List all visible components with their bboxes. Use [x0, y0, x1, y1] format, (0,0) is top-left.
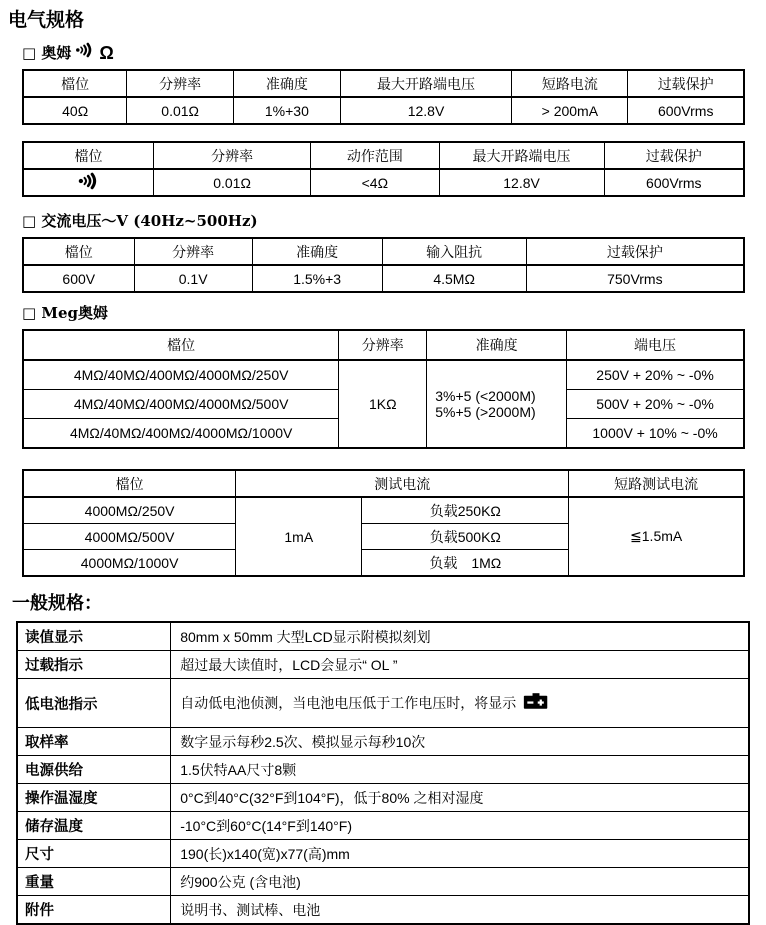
column-header: 准确度 — [234, 70, 341, 97]
sound-waves-icon — [75, 42, 95, 63]
page-title: 电气规格 — [8, 9, 85, 31]
table-cell: <4Ω — [311, 169, 439, 196]
table-cell: 1mA — [236, 497, 362, 576]
table-cell: 4MΩ/40MΩ/400MΩ/4000MΩ/500V — [23, 390, 339, 419]
column-header: 分辨率 — [339, 330, 427, 360]
section-heading-meg — [22, 303, 766, 323]
spec-label: 过载指示 — [17, 651, 171, 679]
column-header: 分辨率 — [127, 70, 234, 97]
table-cell: 600Vrms — [604, 169, 744, 196]
omega-label: Ω — [99, 42, 114, 63]
table-cell: 4000MΩ/500V — [23, 524, 236, 550]
table-cell: 40Ω — [23, 97, 127, 124]
acv-table — [22, 237, 745, 293]
table-cell: 600Vrms — [628, 97, 744, 124]
column-header: 过载保护 — [526, 238, 744, 265]
table-cell: 负载250KΩ — [362, 497, 569, 524]
table-row — [17, 728, 749, 756]
section-heading-general: 一般规格： — [12, 593, 102, 614]
column-header: 檔位 — [23, 70, 127, 97]
table-row — [17, 784, 749, 812]
section-heading-ohm-label: □ 奥姆 — [22, 43, 72, 62]
range-icon-cell — [23, 169, 154, 196]
general-table — [16, 621, 750, 925]
column-header: 檔位 — [23, 330, 339, 360]
table-cell: 1KΩ — [339, 360, 427, 448]
table-header-row — [23, 470, 744, 497]
spec-value: 说明书、测试棒、电池 — [171, 896, 749, 925]
table-cell: 0.01Ω — [127, 97, 234, 124]
table-header-row — [23, 238, 744, 265]
spec-value: 超过最大读值时，LCD会显示“ OL ” — [171, 651, 749, 679]
table-cell: 750Vrms — [526, 265, 744, 292]
table-cell: 0.1V — [134, 265, 252, 292]
table-cell: 12.8V — [439, 169, 604, 196]
table-header-row — [23, 142, 744, 169]
column-header: 分辨率 — [134, 238, 252, 265]
spec-value: 190(长)x140(宽)x77(高)mm — [171, 840, 749, 868]
table-cell: 12.8V — [340, 97, 512, 124]
spec-label: 操作温湿度 — [17, 784, 171, 812]
table-row — [23, 265, 744, 292]
section-heading-meg-label: □ Meg奥姆 — [22, 304, 109, 322]
low-battery-icon — [523, 692, 549, 713]
table-cell: 0.01Ω — [154, 169, 311, 196]
column-header: 分辨率 — [154, 142, 311, 169]
section-heading-ohm — [22, 42, 766, 63]
table-cell: ≦1.5mA — [569, 497, 744, 576]
spec-value: 1.5伏特AA尺寸8颗 — [171, 756, 749, 784]
continuity-table — [22, 141, 745, 197]
accuracy-line: 5%+5 (>2000M) — [435, 404, 536, 420]
column-header: 输入阻抗 — [382, 238, 526, 265]
table-row — [17, 812, 749, 840]
table-cell: 4MΩ/40MΩ/400MΩ/4000MΩ/1000V — [23, 419, 339, 449]
column-header: 过载保护 — [628, 70, 744, 97]
accuracy-cell — [427, 360, 567, 448]
spec-label: 储存温度 — [17, 812, 171, 840]
table-cell: 1.5%+3 — [252, 265, 382, 292]
spec-value — [171, 679, 749, 728]
table-row — [23, 497, 744, 524]
table-row — [17, 651, 749, 679]
ohm-table — [22, 69, 745, 125]
column-header: 测试电流 — [236, 470, 569, 497]
table-cell: 负载 1MΩ — [362, 550, 569, 577]
table-row — [23, 169, 744, 196]
table-cell: 4MΩ/40MΩ/400MΩ/4000MΩ/250V — [23, 360, 339, 390]
spec-value: 约900公克 (含电池) — [171, 868, 749, 896]
column-header: 短路电流 — [512, 70, 628, 97]
column-header: 准确度 — [427, 330, 567, 360]
spec-label: 取样率 — [17, 728, 171, 756]
table-cell: > 200mA — [512, 97, 628, 124]
table-cell: 负载500KΩ — [362, 524, 569, 550]
table-cell: 500V + 20% ~ -0% — [567, 390, 744, 419]
spec-value: 0°C到40°C(32°F到104°F)，低于80% 之相对湿度 — [171, 784, 749, 812]
spec-label: 低电池指示 — [17, 679, 171, 728]
test-current-table — [22, 469, 745, 577]
sound-waves-icon — [77, 172, 101, 193]
meg-table — [22, 329, 745, 449]
table-row — [23, 97, 744, 124]
spec-value: -10°C到60°C(14°F到140°F) — [171, 812, 749, 840]
column-header: 准确度 — [252, 238, 382, 265]
section-heading-acv-label: □ 交流电压～V (40Hz~500Hz) — [22, 212, 258, 230]
table-cell: 1000V + 10% ~ -0% — [567, 419, 744, 449]
spec-label: 尺寸 — [17, 840, 171, 868]
table-row — [17, 840, 749, 868]
spec-label: 电源供给 — [17, 756, 171, 784]
column-header: 最大开路端电压 — [340, 70, 512, 97]
table-row — [17, 679, 749, 728]
spec-value: 数字显示每秒2.5次、模拟显示每秒10次 — [171, 728, 749, 756]
table-cell: 1%+30 — [234, 97, 341, 124]
column-header: 过载保护 — [604, 142, 744, 169]
column-header: 最大开路端电压 — [439, 142, 604, 169]
column-header: 短路测试电流 — [569, 470, 744, 497]
table-row — [23, 360, 744, 390]
table-header-row — [23, 330, 744, 360]
spec-value: 80mm x 50mm 大型LCD显示附模拟刻划 — [171, 622, 749, 651]
spec-label: 读值显示 — [17, 622, 171, 651]
column-header: 端电压 — [567, 330, 744, 360]
column-header: 檔位 — [23, 238, 134, 265]
table-row — [17, 756, 749, 784]
table-cell: 600V — [23, 265, 134, 292]
table-row — [17, 622, 749, 651]
table-cell: 4.5MΩ — [382, 265, 526, 292]
table-row — [17, 868, 749, 896]
column-header: 檔位 — [23, 142, 154, 169]
table-row — [17, 896, 749, 925]
spec-label: 重量 — [17, 868, 171, 896]
column-header: 动作范围 — [311, 142, 439, 169]
table-cell: 4000MΩ/250V — [23, 497, 236, 524]
table-cell: 4000MΩ/1000V — [23, 550, 236, 577]
table-header-row — [23, 70, 744, 97]
table-cell: 250V + 20% ~ -0% — [567, 360, 744, 390]
accuracy-line: 3%+5 (<2000M) — [435, 388, 536, 404]
section-heading-acv — [22, 211, 766, 231]
spec-label: 附件 — [17, 896, 171, 925]
column-header: 檔位 — [23, 470, 236, 497]
low-battery-text: 自动低电池侦测，当电池电压低于工作电压时，将显示 — [180, 694, 517, 711]
